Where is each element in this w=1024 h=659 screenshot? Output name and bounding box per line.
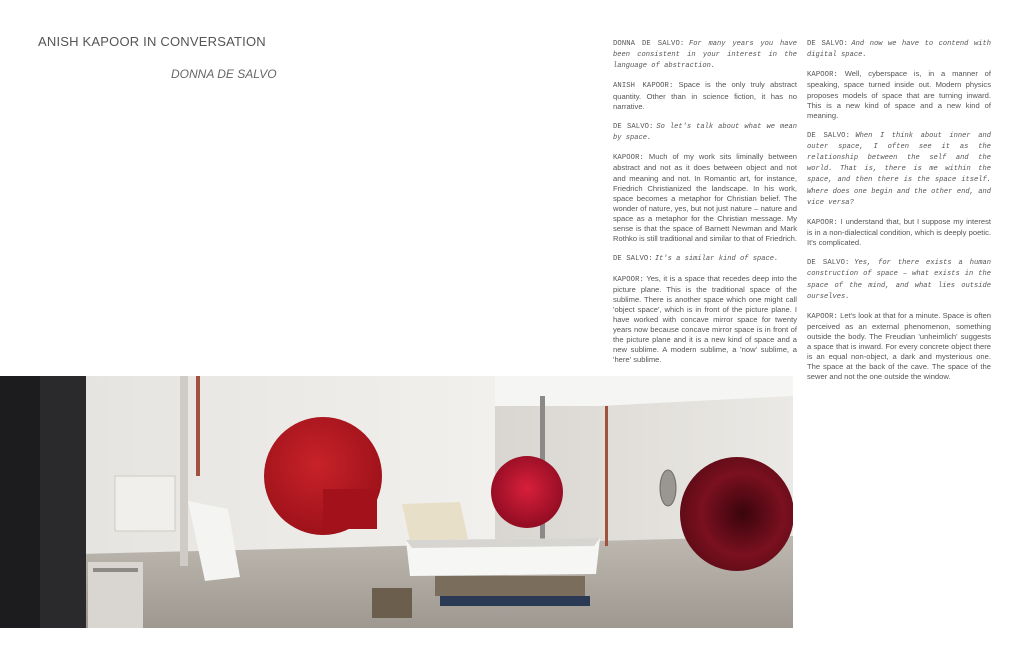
interview-paragraph: [613, 152, 797, 244]
paragraph-text: For many years you have been consistent in your interest in the language of abstraction.: [613, 40, 797, 71]
interview-paragraph: [807, 311, 991, 383]
speaker-label: DE SALVO:: [613, 122, 654, 131]
speaker-label: DE SALVO:: [613, 255, 653, 264]
interview-paragraph: [613, 274, 797, 366]
paragraph-text: I understand that, but I suppose my interest is in a non-dialectical condition, which is deeply poetic. It's complicated.: [807, 216, 991, 248]
interview-column-2: [807, 38, 991, 392]
speaker-label: ANISH KAPOOR:: [613, 82, 674, 91]
paragraph-text: Let's look at that for a minute. Space is often perceived as an external phenomenon, something outside the body. The Freudian 'unheimlich' suggests a space that is inward. For every concrete object there is an equal non-object, a dark and mysterious one. The space at the back of the cave. The space of the sewer and not the one outside the window.: [807, 310, 991, 382]
paragraph-text: Yes, for there exists a human construction of space – what exists in the space of the mind, and what lies outside ourselves.: [807, 259, 991, 301]
speaker-label: DE SALVO:: [807, 132, 850, 141]
interview-paragraph: [807, 257, 991, 301]
speaker-label: KAPOOR:: [807, 312, 838, 321]
speaker-label: KAPOOR:: [807, 71, 838, 80]
paragraph-text: Yes, it is a space that recedes deep into the picture plane. This is the traditional space of the sublime. There is another space which one might call 'object space', which is in front of the picture plane. I have worked with concave mirror space for twenty years now because concave mirror space is in front of the picture plane and it is a new kind of space and a new sublime. A modern sublime, a 'now' sublime, a 'here' sublime.: [613, 273, 797, 365]
interview-paragraph: [613, 121, 797, 143]
page-title: ANISH KAPOOR IN CONVERSATION: [38, 34, 266, 49]
speaker-label: DE SALVO:: [807, 259, 850, 268]
page-author: DONNA DE SALVO: [171, 67, 277, 81]
interview-paragraph: [807, 217, 991, 248]
studio-photo-illustration: [0, 376, 793, 628]
paragraph-text: When I think about inner and outer space, I often see it as the relationship between the self and the world. That is, there is me within the space, and then there is the space itself. Where does one begin and the other end, and vice versa?: [807, 132, 991, 207]
paragraph-text: So let's talk about what we mean by space.: [613, 122, 797, 143]
speaker-label: DONNA DE SALVO:: [613, 40, 685, 48]
speaker-label: KAPOOR:: [613, 275, 644, 284]
paragraph-text: Much of my work sits liminally between abstract and not as it does between object and not and meaning and not. In Romantic art, for instance, Friedrich Christianized the landscape. In his work, space becomes a metaphor for Christian belief. The wonder of nature, yes, but not just nature – nature and space as a metaphor for the Christian message. My sense is that the space of Barnett Newman and Mark Rothko is still traditional and similar to that of Friedrich.: [613, 152, 798, 244]
speaker-label: DE SALVO:: [807, 40, 848, 48]
speaker-label: KAPOOR:: [807, 218, 838, 227]
interview-paragraph: [613, 80, 797, 111]
interview-column-1: [613, 38, 797, 375]
paragraph-text: It's a similar kind of space.: [654, 255, 779, 264]
interview-paragraph: [807, 38, 991, 60]
interview-paragraph: [613, 253, 797, 264]
paragraph-text: Well, cyberspace is, in a manner of speaking, space turned inside out. Modern physics proposes models of space that are turning inward. This is a new kind of space and a new kind of meaning.: [807, 69, 991, 120]
paragraph-text: Space is the only truly abstract quantity. Other than in science fiction, it has no narrative.: [613, 80, 797, 111]
interview-paragraph: [807, 69, 991, 120]
interview-paragraph: [613, 38, 797, 71]
speaker-label: KAPOOR:: [613, 154, 644, 163]
paragraph-text: And now we have to contend with digital space.: [807, 40, 991, 60]
studio-photograph: [0, 376, 793, 628]
interview-paragraph: [807, 130, 991, 208]
